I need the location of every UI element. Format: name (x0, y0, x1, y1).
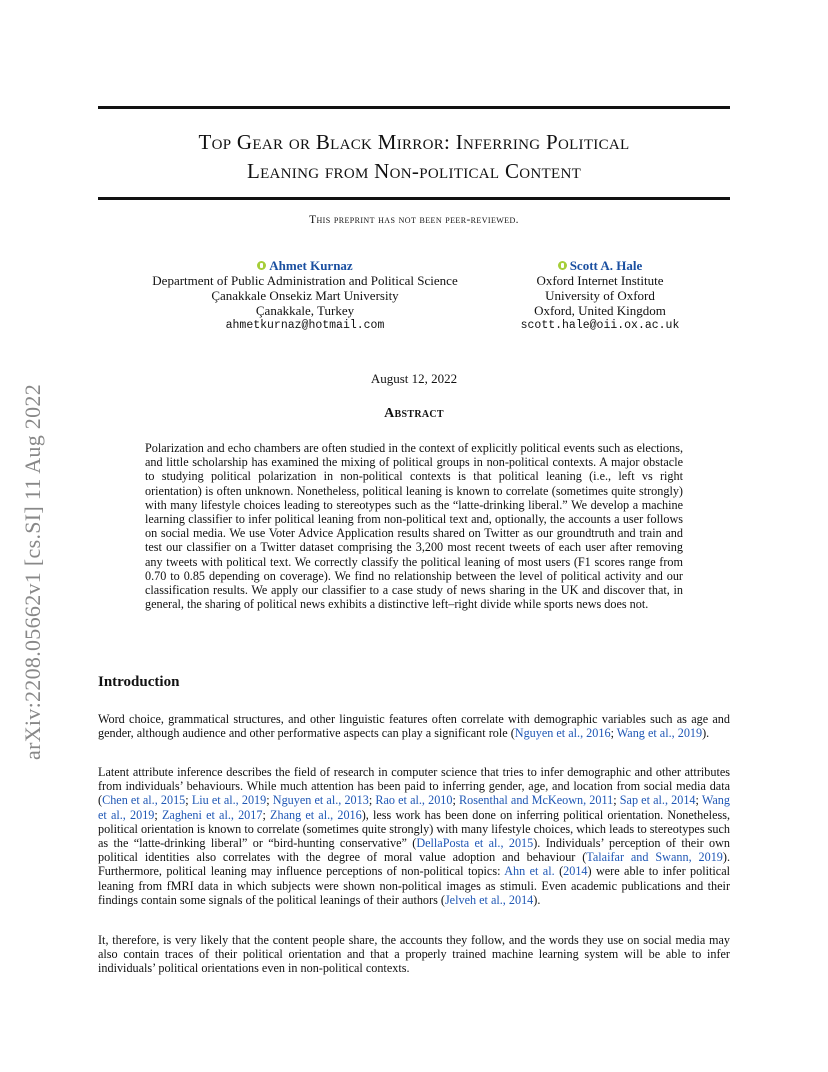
paragraph-text: ; (154, 807, 162, 822)
title-line-2: Leaning from Non-political Content (246, 159, 582, 183)
paragraph-text: ; (262, 807, 271, 822)
citation-link[interactable]: Rao et al., 2010 (375, 793, 453, 808)
intro-paragraph-2 (98, 765, 730, 907)
citation-link[interactable]: Ahn et al. (504, 864, 555, 879)
author-affiliation: Oxford Internet Institute (536, 273, 664, 288)
section-heading-introduction: Introduction (98, 674, 180, 690)
paragraph-text: ; (452, 793, 460, 808)
citation-link[interactable]: Sap et al., 2014 (619, 793, 696, 808)
paragraph-text: ; (185, 793, 192, 808)
paragraph-text: It, therefore, is very likely that the content people share, the accounts they follow, and the words they use on social media may also contain traces of their political orientation and that a properly trained machine learning system will be able to infer individuals’ political orientations even in non-political contexts. (98, 933, 730, 976)
citation-link[interactable]: Wang et al., 2019 (98, 793, 730, 822)
publication-date: August 12, 2022 (370, 371, 458, 386)
paragraph-text: ; (613, 793, 620, 808)
author-name[interactable]: Ahmet Kurnaz (269, 258, 353, 273)
author-name-line (500, 258, 700, 273)
title-rule-bottom (98, 197, 730, 200)
orcid-icon[interactable] (257, 261, 266, 270)
author-name[interactable]: Scott A. Hale (569, 258, 643, 273)
citation-link[interactable]: DellaPosta et al., 2015 (416, 836, 534, 851)
author-affiliation: Çanakkale, Turkey (255, 303, 355, 318)
abstract-text: Polarization and echo chambers are often studied in the context of explicitly political events such as elections, and little scholarship has examined the mixing of political groups in non-political contexts. A major obstacle to studying political polarization in non-political contexts is that political leaning (i.e., left vs right orientation) is often unknown. Nonetheless, political leaning is known to correlate (sometimes quite strongly) with many lifestyle choices leading to stereotypes such as the “latte-drinking liberal.” We develop a machine learning classifier to infer political leaning from non-political text and, optionally, the accounts a user follows on social media. We use Voter Advice Application results shared on Twitter as our groundtruth and train and test our classifier on a Twitter dataset comprising the 3,200 most recent tweets of each user after removing any tweets with political text. We correctly classify the political leaning of most users (F1 scores range from 0.70 to 0.85 depending on coverage). We find no relationship between the level of political activity and our classification results. We apply our classifier to a case study of news sharing in the UK and discover that, in general, the sharing of political news exhibits a distinctive left–right divide while sports news does not. (145, 441, 683, 612)
paragraph-text: ). (533, 892, 541, 907)
author-affiliation: Çanakkale Onsekiz Mart University (211, 288, 399, 303)
paragraph-text: Latent attribute inference describes the field of research in computer science that tries to infer demographic and other attributes from individuals’ behaviours. While much attention has been paid to inferring gender, age, and location from social media data ( (98, 765, 730, 808)
citation-link[interactable]: 2014 (563, 864, 588, 879)
title-rule-top (98, 106, 730, 109)
citation-link[interactable]: Zhang et al., 2016 (270, 807, 362, 822)
paper-title (98, 128, 730, 186)
paragraph-text: ). (702, 726, 710, 741)
title-line-1: Top Gear or Black Mirror: Inferring Political (198, 130, 630, 154)
author-block-1 (140, 258, 470, 333)
paragraph-text: ) were able to infer political leaning from fMRI data in which subjects were shown non-political images as stimuli. Even academic publications and their findings contain some signals of the political leanings of their authors ( (98, 864, 730, 907)
author-email: ahmetkurnaz@hotmail.com (225, 319, 385, 332)
orcid-icon[interactable] (558, 261, 567, 270)
citation-link[interactable]: Nguyen et al., 2013 (272, 793, 369, 808)
author-affiliation: Department of Public Administration and Political Science (152, 273, 458, 288)
intro-paragraph-3 (98, 933, 730, 976)
citation-link[interactable]: Talaifar and Swann, 2019 (586, 850, 723, 865)
paragraph-text: ( (554, 864, 564, 879)
paragraph-text: ). Furthermore, political leaning may influence perceptions of non-political topics: (98, 850, 730, 879)
citation-link[interactable]: Wang et al., 2019 (616, 726, 703, 741)
abstract-heading: Abstract (384, 406, 444, 421)
author-affiliation: Oxford, United Kingdom (534, 303, 666, 318)
paragraph-text: ; (368, 793, 376, 808)
author-affiliation: University of Oxford (545, 288, 655, 303)
author-block-2 (500, 258, 700, 333)
citation-link[interactable]: Nguyen et al., 2016 (514, 726, 611, 741)
citation-link[interactable]: Chen et al., 2015 (102, 793, 186, 808)
paragraph-text: ; (695, 793, 702, 808)
paragraph-text: ; (266, 793, 273, 808)
intro-paragraph-1 (98, 712, 730, 740)
citation-link[interactable]: Jelveh et al., 2014 (444, 892, 534, 907)
paragraph-text: ), less work has been done on inferring political orientation. Nonetheless, political orientation is known to correlate (sometimes quite strongly) with many lifestyle choices, which leads to stereotypes such as the “latte-drinking liberal” or “bird-hunting conservative” ( (98, 807, 731, 851)
citation-link[interactable]: Liu et al., 2019 (191, 793, 267, 808)
citation-link[interactable]: Rosenthal and McKeown, 2011 (459, 793, 614, 808)
paragraph-text: ). Individuals’ perception of their own political identities also correlates with the degree of moral value adoption and behaviour ( (98, 836, 731, 865)
arxiv-identifier: arXiv:2208.05662v1 [cs.SI] 11 Aug 2022 (20, 383, 45, 760)
preprint-note: This preprint has not been peer-reviewed. (309, 214, 519, 226)
citation-link[interactable]: Zagheni et al., 2017 (161, 807, 263, 822)
author-name-line (140, 258, 470, 273)
paragraph-text: ; (610, 726, 617, 741)
paragraph-text: Word choice, grammatical structures, and other linguistic features often correlate with demographic variables such as age and gender, although audience and other performative aspects can play a significant role ( (98, 712, 730, 741)
author-email: scott.hale@oii.ox.ac.uk (520, 319, 680, 332)
